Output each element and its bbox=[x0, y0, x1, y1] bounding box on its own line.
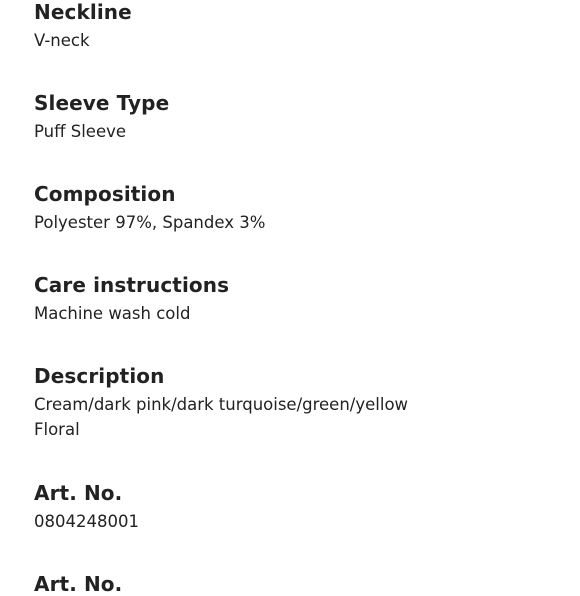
detail-label: Composition bbox=[34, 182, 176, 206]
detail-value: 0804248001 bbox=[34, 512, 139, 531]
detail-label: Neckline bbox=[34, 0, 132, 24]
detail-neckline bbox=[34, 0, 554, 53]
detail-value: Puff Sleeve bbox=[34, 122, 127, 141]
detail-label: Sleeve Type bbox=[34, 91, 170, 115]
detail-sleeve-type bbox=[34, 91, 554, 144]
detail-label: Art. No. bbox=[34, 572, 123, 596]
detail-description bbox=[34, 364, 554, 442]
detail-value: Cream/dark pink/dark turquoise/green/yellow Floral bbox=[34, 395, 409, 439]
detail-value: V-neck bbox=[34, 31, 90, 50]
detail-art-no-partial bbox=[34, 572, 554, 596]
detail-value: Machine wash cold bbox=[34, 304, 191, 323]
detail-label: Care instructions bbox=[34, 273, 230, 297]
detail-care-instructions bbox=[34, 273, 554, 326]
detail-value: Polyester 97%, Spandex 3% bbox=[34, 213, 266, 232]
detail-composition bbox=[34, 182, 554, 235]
detail-label: Art. No. bbox=[34, 481, 123, 505]
detail-label: Description bbox=[34, 364, 165, 388]
detail-art-no bbox=[34, 481, 554, 534]
